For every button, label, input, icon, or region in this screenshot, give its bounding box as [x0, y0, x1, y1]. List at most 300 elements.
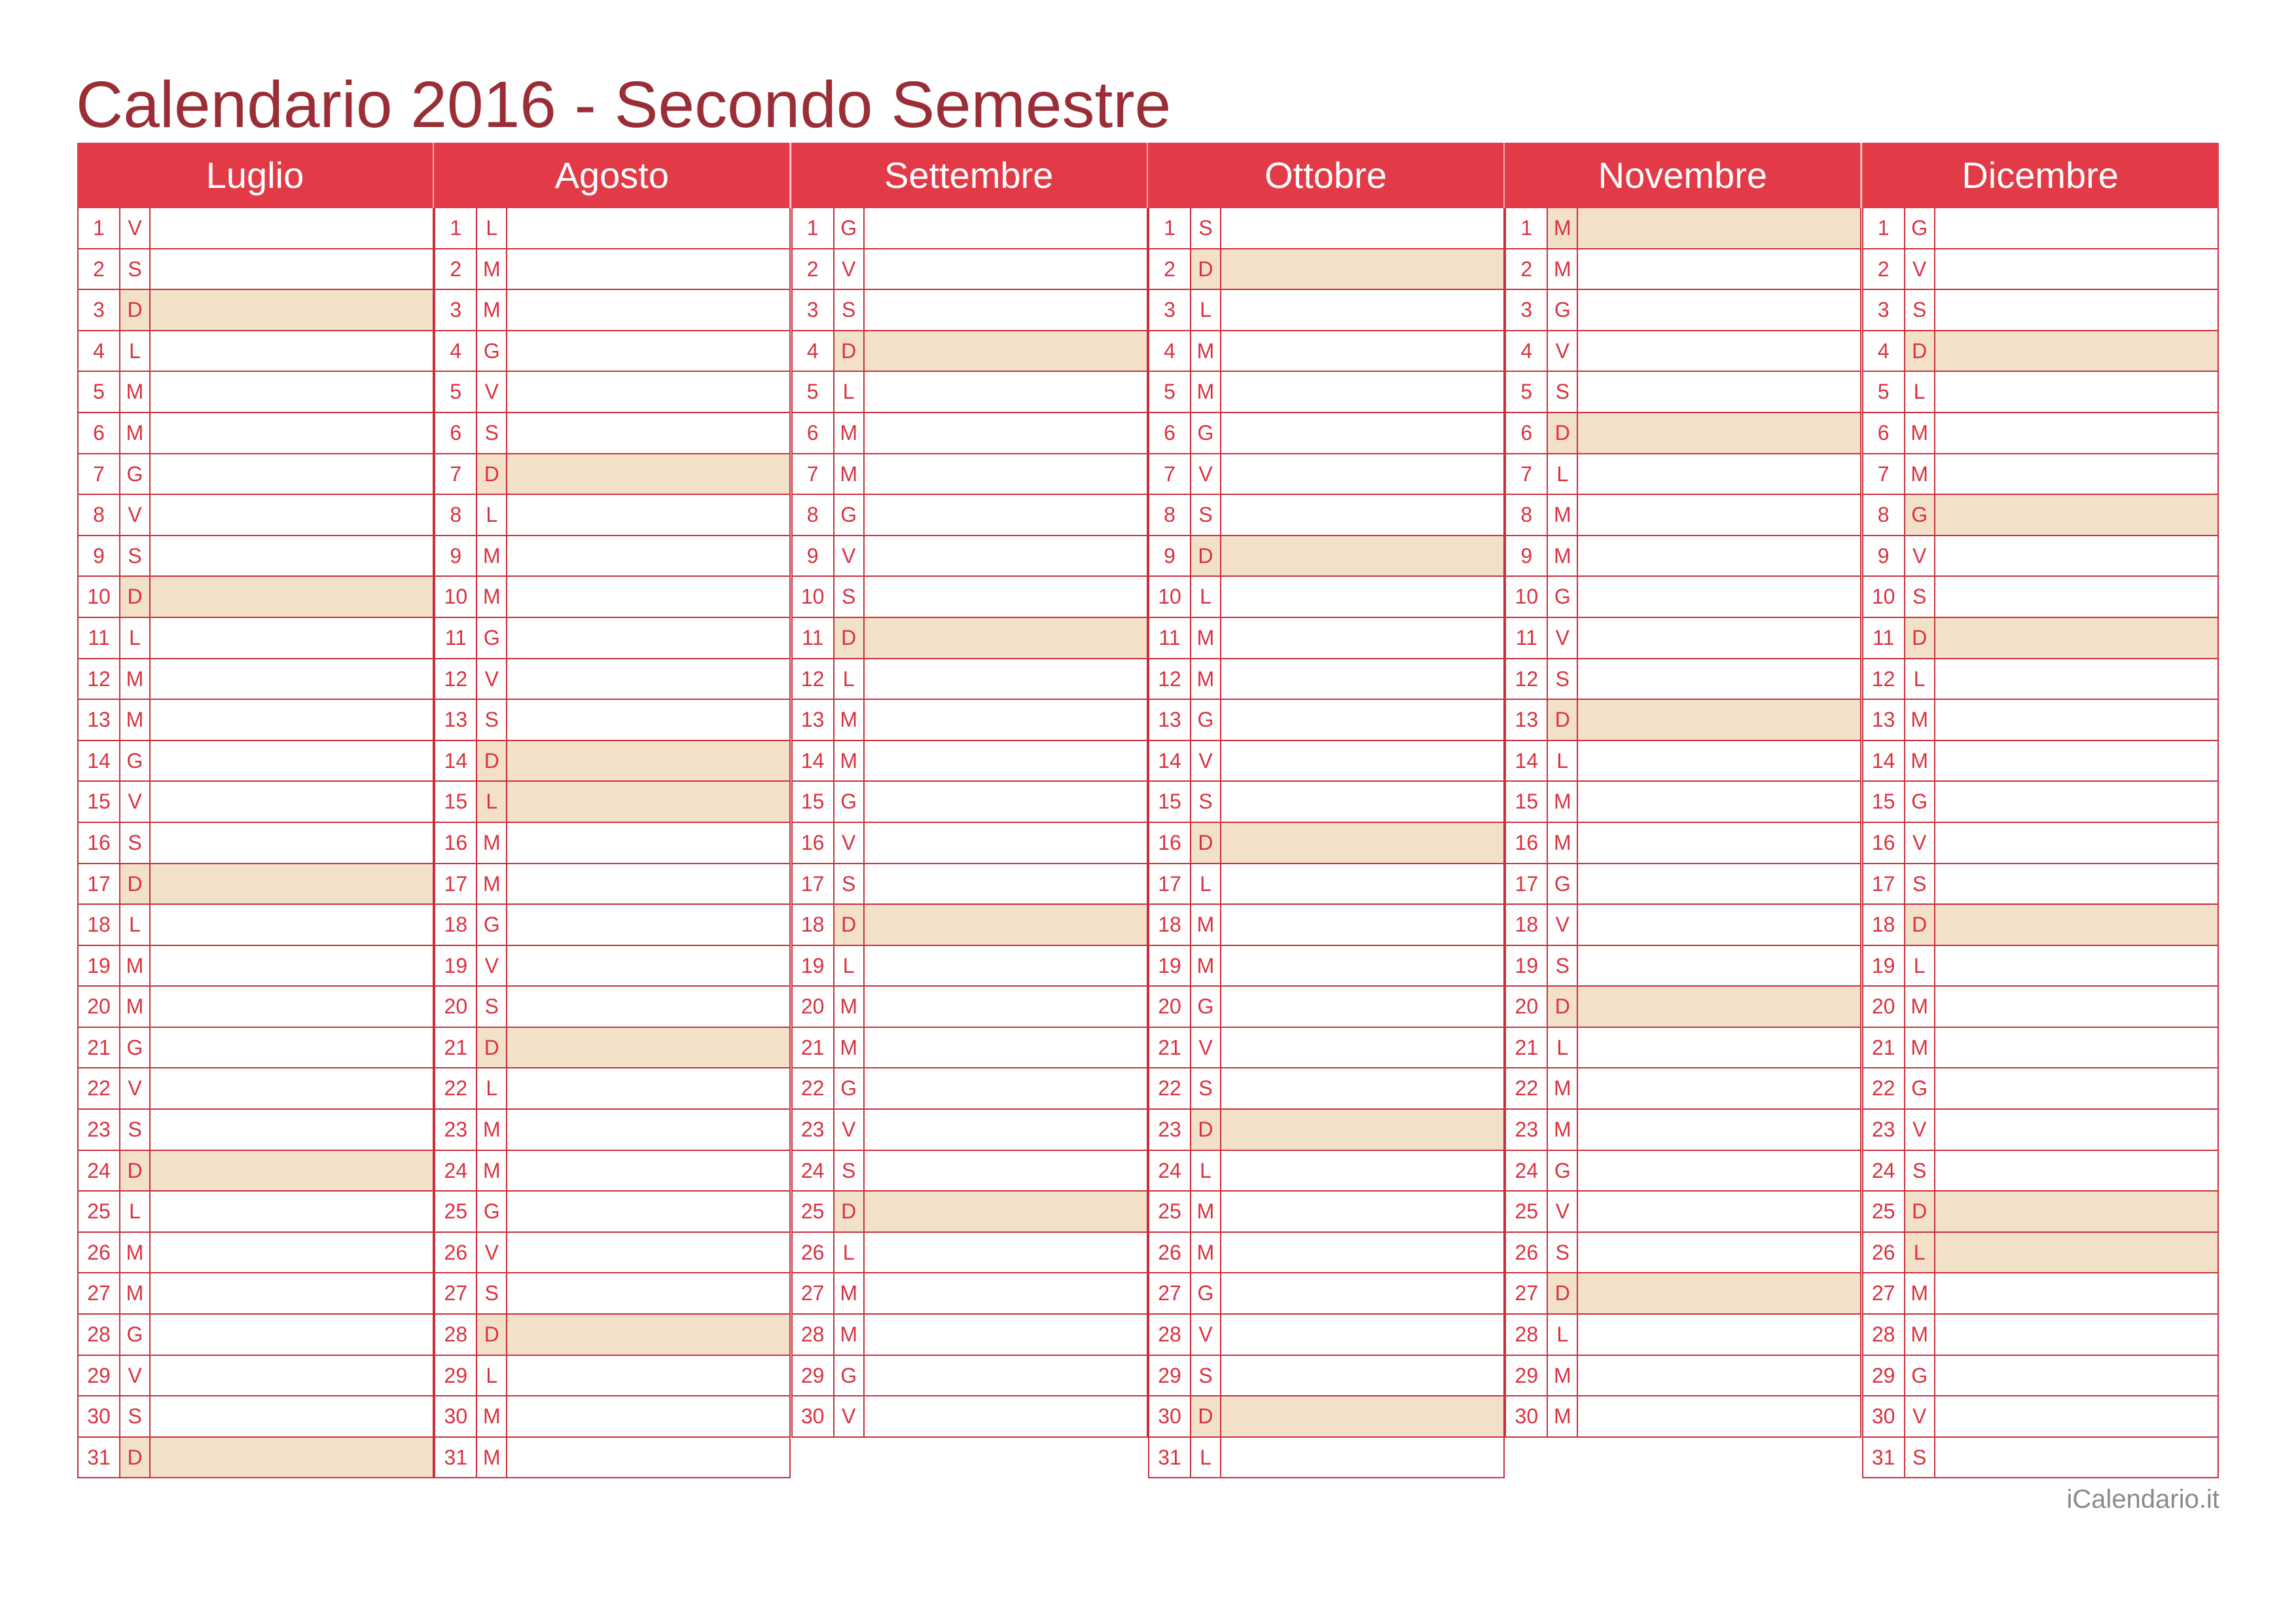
- weekday-letter: S: [834, 864, 865, 904]
- day-note-cell: [1578, 413, 1860, 453]
- month-column: [434, 143, 791, 1478]
- day-row: [434, 249, 791, 291]
- weekday-letter: V: [477, 372, 507, 412]
- day-number: 31: [1149, 1438, 1191, 1478]
- day-number: 28: [1149, 1315, 1191, 1355]
- day-number: 18: [1863, 905, 1905, 945]
- day-number: 26: [793, 1233, 834, 1273]
- day-note-cell: [1578, 1110, 1860, 1150]
- weekday-letter: M: [1191, 1192, 1221, 1231]
- weekday-letter: G: [834, 495, 865, 535]
- day-number: 9: [1149, 536, 1191, 576]
- day-row: [791, 1273, 1148, 1315]
- day-note-cell: [151, 1438, 433, 1478]
- month-header: Ottobre: [1148, 143, 1505, 208]
- day-note-cell: [151, 1110, 433, 1150]
- day-number: 31: [435, 1438, 477, 1478]
- day-note-cell: [507, 823, 789, 863]
- day-note-cell: [1578, 1396, 1860, 1436]
- weekday-letter: D: [1548, 1273, 1578, 1313]
- day-number: 29: [1863, 1356, 1905, 1396]
- day-row: [1862, 782, 2219, 823]
- day-number: 16: [79, 823, 120, 863]
- day-number: 6: [793, 413, 834, 453]
- day-number: 27: [1863, 1273, 1905, 1313]
- month-column: [1505, 143, 1861, 1438]
- day-number: 23: [1863, 1110, 1905, 1150]
- day-number: 16: [1149, 823, 1191, 863]
- day-row: [791, 1151, 1148, 1192]
- weekday-letter: M: [834, 1028, 865, 1068]
- day-note-cell: [1221, 208, 1503, 248]
- weekday-letter: M: [1191, 331, 1221, 371]
- day-note-cell: [151, 249, 433, 289]
- day-number: 5: [1863, 372, 1905, 412]
- day-number: 23: [793, 1110, 834, 1150]
- day-number: 24: [1863, 1151, 1905, 1191]
- day-number: 30: [79, 1396, 120, 1436]
- day-number: 4: [793, 331, 834, 371]
- day-row: [791, 741, 1148, 782]
- weekday-letter: D: [1548, 700, 1578, 740]
- month-column: [77, 143, 434, 1478]
- weekday-letter: D: [1905, 1192, 1935, 1231]
- day-row: [791, 618, 1148, 659]
- day-note-cell: [1935, 1356, 2217, 1396]
- weekday-letter: G: [1191, 1273, 1221, 1313]
- day-number: 11: [1863, 618, 1905, 658]
- day-number: 5: [435, 372, 477, 412]
- day-note-cell: [1935, 741, 2217, 781]
- day-note-cell: [865, 1192, 1147, 1231]
- weekday-letter: S: [1191, 1356, 1221, 1396]
- day-note-cell: [1221, 1396, 1503, 1436]
- day-note-cell: [1221, 618, 1503, 658]
- day-row: [1862, 1273, 2219, 1315]
- day-number: 18: [1149, 905, 1191, 945]
- weekday-letter: L: [834, 372, 865, 412]
- day-number: 20: [1506, 987, 1548, 1027]
- day-note-cell: [1935, 1028, 2217, 1068]
- day-note-cell: [151, 741, 433, 781]
- weekday-letter: L: [1905, 946, 1935, 986]
- day-row: [791, 1028, 1148, 1069]
- day-note-cell: [1935, 1192, 2217, 1231]
- day-number: 14: [435, 741, 477, 781]
- day-note-cell: [507, 1233, 789, 1273]
- day-note-cell: [1578, 495, 1860, 535]
- weekday-letter: M: [1548, 823, 1578, 863]
- footer-brand: iCalendario.it: [2066, 1485, 2219, 1514]
- day-number: 30: [435, 1396, 477, 1436]
- day-row: [77, 495, 434, 536]
- day-row: [1862, 536, 2219, 577]
- month-column: [791, 143, 1148, 1438]
- day-number: 10: [79, 577, 120, 617]
- day-row: [1148, 1068, 1505, 1110]
- weekday-letter: M: [1191, 659, 1221, 699]
- day-note-cell: [151, 659, 433, 699]
- day-note-cell: [151, 454, 433, 494]
- day-note-cell: [507, 987, 789, 1027]
- day-number: 9: [1863, 536, 1905, 576]
- day-number: 9: [793, 536, 834, 576]
- day-row: [1505, 577, 1861, 618]
- day-number: 12: [1149, 659, 1191, 699]
- weekday-letter: M: [120, 700, 151, 740]
- day-number: 10: [793, 577, 834, 617]
- weekday-letter: D: [477, 454, 507, 494]
- day-row: [1505, 823, 1861, 864]
- day-number: 28: [793, 1315, 834, 1355]
- day-row: [434, 823, 791, 864]
- day-row: [77, 905, 434, 946]
- day-row: [1862, 413, 2219, 454]
- day-number: 20: [79, 987, 120, 1027]
- day-note-cell: [1578, 1068, 1860, 1108]
- day-note-cell: [1578, 987, 1860, 1027]
- day-note-cell: [865, 1315, 1147, 1355]
- day-number: 21: [435, 1028, 477, 1068]
- day-number: 5: [1149, 372, 1191, 412]
- day-note-cell: [1935, 1068, 2217, 1108]
- day-note-cell: [1578, 741, 1860, 781]
- weekday-letter: M: [834, 987, 865, 1027]
- day-number: 18: [793, 905, 834, 945]
- day-row: [791, 495, 1148, 536]
- day-row: [77, 1438, 434, 1479]
- day-note-cell: [1578, 823, 1860, 863]
- day-number: 9: [435, 536, 477, 576]
- day-number: 21: [79, 1028, 120, 1068]
- day-row: [1862, 249, 2219, 291]
- day-note-cell: [1221, 1356, 1503, 1396]
- weekday-letter: S: [1548, 372, 1578, 412]
- weekday-letter: G: [120, 741, 151, 781]
- weekday-letter: L: [834, 946, 865, 986]
- day-note-cell: [1578, 782, 1860, 822]
- weekday-letter: V: [1191, 454, 1221, 494]
- weekday-letter: S: [1191, 208, 1221, 248]
- day-number: 25: [1863, 1192, 1905, 1231]
- day-number: 15: [1149, 782, 1191, 822]
- weekday-letter: M: [120, 987, 151, 1027]
- day-note-cell: [1935, 454, 2217, 494]
- day-row: [434, 1192, 791, 1233]
- day-row: [1862, 1233, 2219, 1274]
- day-number: 27: [1149, 1273, 1191, 1313]
- day-note-cell: [1578, 1233, 1860, 1273]
- weekday-letter: M: [477, 1396, 507, 1436]
- weekday-letter: D: [1191, 823, 1221, 863]
- weekday-letter: L: [1548, 454, 1578, 494]
- day-row: [1862, 331, 2219, 373]
- day-row: [434, 454, 791, 496]
- day-number: 11: [1506, 618, 1548, 658]
- day-number: 4: [79, 331, 120, 371]
- day-row: [1148, 249, 1505, 291]
- day-row: [77, 1233, 434, 1274]
- day-note-cell: [1578, 1028, 1860, 1068]
- day-note-cell: [1221, 864, 1503, 904]
- weekday-letter: D: [834, 905, 865, 945]
- day-row: [77, 454, 434, 496]
- day-row: [77, 618, 434, 659]
- day-note-cell: [1221, 290, 1503, 330]
- weekday-letter: S: [1548, 946, 1578, 986]
- day-number: 11: [435, 618, 477, 658]
- weekday-letter: M: [1191, 946, 1221, 986]
- day-note-cell: [507, 700, 789, 740]
- weekday-letter: G: [1548, 1151, 1578, 1191]
- weekday-letter: M: [477, 1110, 507, 1150]
- day-number: 15: [1506, 782, 1548, 822]
- day-note-cell: [1221, 1438, 1503, 1478]
- day-row: [1505, 536, 1861, 577]
- day-row: [791, 700, 1148, 741]
- weekday-letter: M: [120, 946, 151, 986]
- weekday-letter: M: [477, 1151, 507, 1191]
- weekday-letter: M: [834, 413, 865, 453]
- day-number: 17: [1863, 864, 1905, 904]
- day-row: [434, 1068, 791, 1110]
- weekday-letter: L: [120, 331, 151, 371]
- day-row: [1505, 659, 1861, 701]
- day-row: [434, 208, 791, 249]
- day-row: [1862, 1068, 2219, 1110]
- day-note-cell: [507, 208, 789, 248]
- day-number: 17: [79, 864, 120, 904]
- weekday-letter: V: [1905, 1110, 1935, 1150]
- day-number: 17: [1506, 864, 1548, 904]
- weekday-letter: V: [834, 536, 865, 576]
- day-number: 28: [1506, 1315, 1548, 1355]
- day-row: [791, 536, 1148, 577]
- day-row: [1505, 1110, 1861, 1151]
- day-note-cell: [1221, 1315, 1503, 1355]
- day-number: 30: [1149, 1396, 1191, 1436]
- day-row: [1505, 1192, 1861, 1233]
- day-number: 20: [435, 987, 477, 1027]
- day-row: [1862, 1396, 2219, 1438]
- day-number: 17: [435, 864, 477, 904]
- day-note-cell: [1935, 1396, 2217, 1436]
- day-number: 2: [1149, 249, 1191, 289]
- day-number: 25: [79, 1192, 120, 1231]
- day-number: 9: [1506, 536, 1548, 576]
- day-note-cell: [865, 1068, 1147, 1108]
- day-row: [1862, 905, 2219, 946]
- weekday-letter: D: [834, 1192, 865, 1231]
- weekday-letter: M: [120, 372, 151, 412]
- day-note-cell: [1578, 536, 1860, 576]
- day-note-cell: [865, 1396, 1147, 1436]
- weekday-letter: G: [1905, 782, 1935, 822]
- day-row: [791, 290, 1148, 331]
- day-number: 15: [1863, 782, 1905, 822]
- day-row: [1148, 700, 1505, 741]
- day-note-cell: [507, 1356, 789, 1396]
- day-note-cell: [1935, 1438, 2217, 1478]
- day-row: [791, 331, 1148, 373]
- day-note-cell: [865, 905, 1147, 945]
- day-row: [1862, 372, 2219, 413]
- day-note-cell: [151, 1028, 433, 1068]
- day-note-cell: [865, 741, 1147, 781]
- day-note-cell: [865, 577, 1147, 617]
- day-number: 28: [435, 1315, 477, 1355]
- weekday-letter: S: [120, 823, 151, 863]
- day-row: [1505, 987, 1861, 1028]
- weekday-letter: G: [834, 1068, 865, 1108]
- weekday-letter: G: [1548, 290, 1578, 330]
- day-note-cell: [865, 1233, 1147, 1273]
- weekday-letter: V: [477, 946, 507, 986]
- day-note-cell: [151, 1356, 433, 1396]
- day-row: [1148, 495, 1505, 536]
- weekday-letter: V: [834, 823, 865, 863]
- weekday-letter: V: [1548, 905, 1578, 945]
- weekday-letter: M: [477, 290, 507, 330]
- day-number: 14: [1863, 741, 1905, 781]
- day-number: 2: [79, 249, 120, 289]
- day-number: 3: [1149, 290, 1191, 330]
- weekday-letter: V: [1191, 1028, 1221, 1068]
- day-row: [434, 618, 791, 659]
- weekday-letter: S: [834, 577, 865, 617]
- day-note-cell: [507, 1192, 789, 1231]
- day-row: [1148, 1315, 1505, 1356]
- day-note-cell: [507, 741, 789, 781]
- day-number: 25: [1506, 1192, 1548, 1231]
- day-note-cell: [865, 413, 1147, 453]
- day-row: [1505, 495, 1861, 536]
- day-note-cell: [1221, 905, 1503, 945]
- weekday-letter: L: [1905, 659, 1935, 699]
- day-number: 17: [1149, 864, 1191, 904]
- day-number: 14: [1506, 741, 1548, 781]
- day-number: 8: [1506, 495, 1548, 535]
- day-note-cell: [1935, 331, 2217, 371]
- day-note-cell: [1221, 413, 1503, 453]
- weekday-letter: V: [120, 208, 151, 248]
- day-number: 19: [1863, 946, 1905, 986]
- day-note-cell: [865, 331, 1147, 371]
- day-note-cell: [507, 577, 789, 617]
- weekday-letter: V: [1905, 1396, 1935, 1436]
- day-note-cell: [1221, 1151, 1503, 1191]
- weekday-letter: M: [1191, 618, 1221, 658]
- day-row: [791, 659, 1148, 701]
- day-row: [1862, 577, 2219, 618]
- day-number: 27: [435, 1273, 477, 1313]
- day-note-cell: [865, 782, 1147, 822]
- day-number: 19: [435, 946, 477, 986]
- day-note-cell: [507, 905, 789, 945]
- day-number: 8: [1149, 495, 1191, 535]
- day-row: [1148, 331, 1505, 373]
- day-row: [1862, 618, 2219, 659]
- day-number: 26: [79, 1233, 120, 1273]
- day-note-cell: [507, 946, 789, 986]
- day-row: [1862, 1110, 2219, 1151]
- day-number: 21: [1863, 1028, 1905, 1068]
- day-row: [1862, 495, 2219, 536]
- day-row: [434, 1110, 791, 1151]
- day-row: [1148, 454, 1505, 496]
- day-row: [1505, 249, 1861, 291]
- day-number: 14: [1149, 741, 1191, 781]
- day-number: 13: [1149, 700, 1191, 740]
- weekday-letter: D: [120, 290, 151, 330]
- weekday-letter: G: [834, 208, 865, 248]
- day-number: 19: [1506, 946, 1548, 986]
- day-note-cell: [151, 1068, 433, 1108]
- day-row: [791, 1356, 1148, 1397]
- weekday-letter: M: [1548, 495, 1578, 535]
- weekday-letter: S: [1548, 659, 1578, 699]
- weekday-letter: D: [120, 1151, 151, 1191]
- day-number: 29: [79, 1356, 120, 1396]
- day-row: [77, 536, 434, 577]
- weekday-letter: M: [1905, 454, 1935, 494]
- day-row: [791, 249, 1148, 291]
- day-note-cell: [151, 495, 433, 535]
- day-note-cell: [1221, 249, 1503, 289]
- month-header: Luglio: [77, 143, 434, 208]
- day-note-cell: [507, 495, 789, 535]
- day-number: 8: [435, 495, 477, 535]
- day-row: [1505, 864, 1861, 905]
- weekday-letter: V: [1905, 249, 1935, 289]
- day-row: [77, 208, 434, 249]
- day-note-cell: [865, 454, 1147, 494]
- month-column: [1862, 143, 2219, 1478]
- day-row: [1148, 1273, 1505, 1315]
- day-number: 15: [435, 782, 477, 822]
- weekday-letter: G: [1191, 987, 1221, 1027]
- day-row: [434, 495, 791, 536]
- weekday-letter: M: [834, 741, 865, 781]
- day-note-cell: [1935, 987, 2217, 1027]
- month-header: Agosto: [434, 143, 791, 208]
- day-row: [1148, 659, 1505, 701]
- day-number: 7: [1863, 454, 1905, 494]
- weekday-letter: M: [1905, 741, 1935, 781]
- day-row: [1148, 905, 1505, 946]
- day-number: 16: [793, 823, 834, 863]
- day-note-cell: [151, 331, 433, 371]
- day-number: 13: [1506, 700, 1548, 740]
- day-number: 10: [1506, 577, 1548, 617]
- day-note-cell: [1578, 577, 1860, 617]
- day-number: 19: [79, 946, 120, 986]
- day-number: 18: [79, 905, 120, 945]
- day-note-cell: [1221, 1068, 1503, 1108]
- day-note-cell: [1221, 495, 1503, 535]
- weekday-letter: S: [1905, 577, 1935, 617]
- weekday-letter: M: [120, 659, 151, 699]
- day-note-cell: [1935, 618, 2217, 658]
- day-number: 7: [435, 454, 477, 494]
- weekday-letter: D: [120, 864, 151, 904]
- day-row: [77, 700, 434, 741]
- month-column: [1148, 143, 1505, 1478]
- day-note-cell: [151, 782, 433, 822]
- day-note-cell: [507, 454, 789, 494]
- day-row: [434, 946, 791, 987]
- day-note-cell: [507, 1273, 789, 1313]
